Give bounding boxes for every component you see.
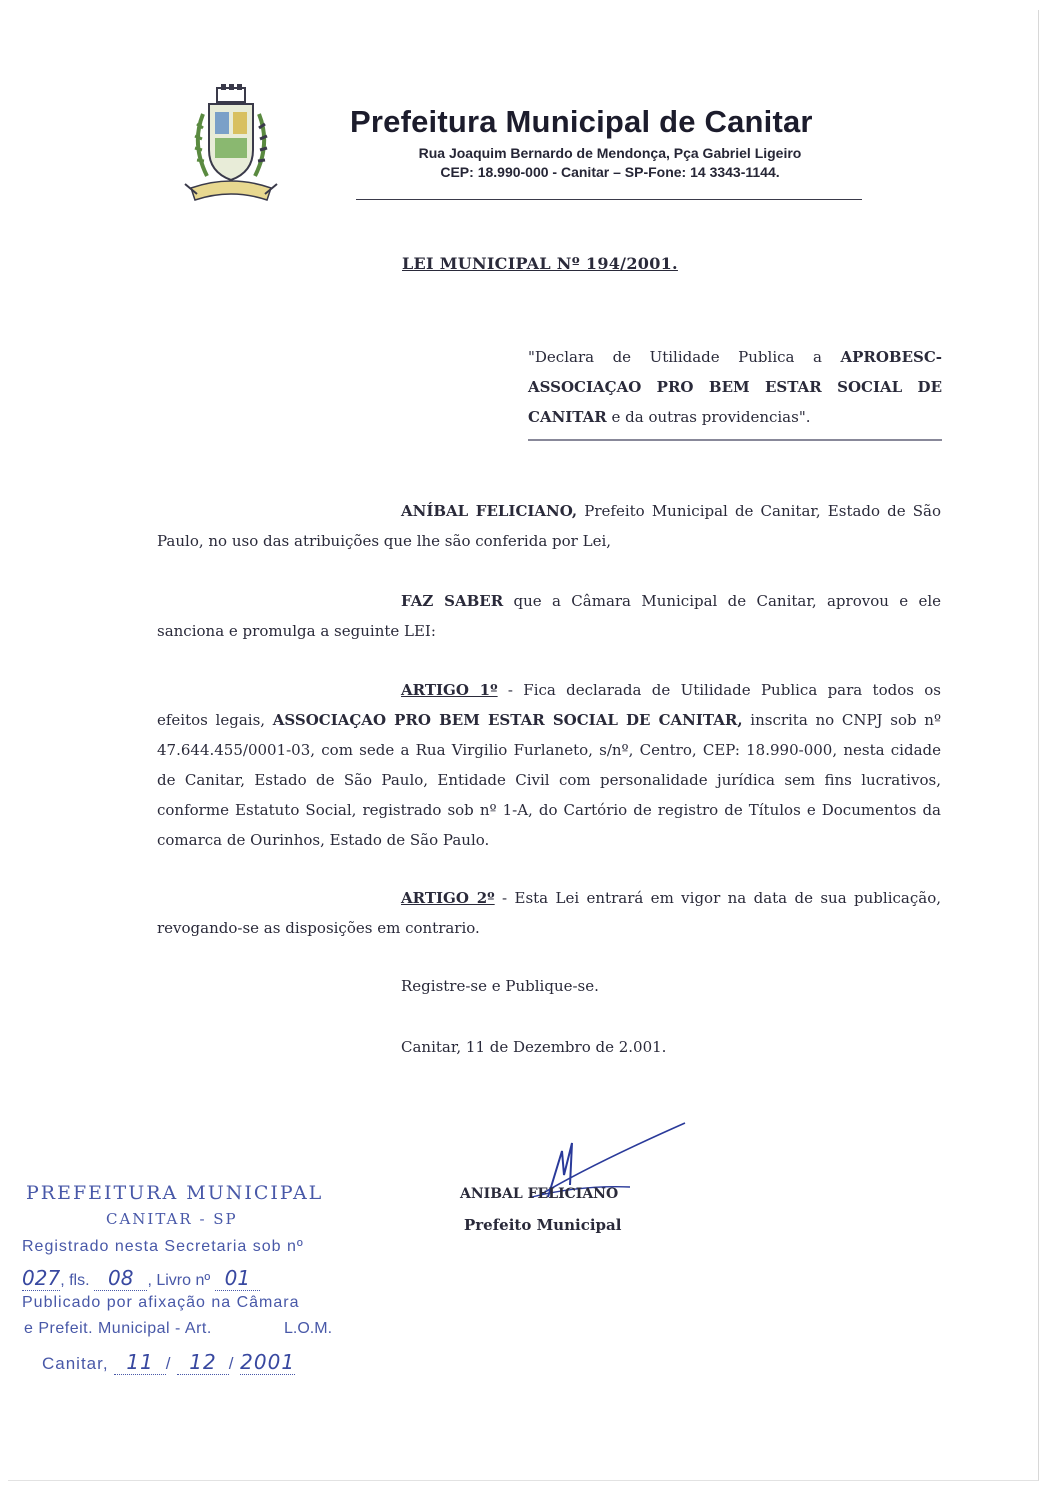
stamp-day: 11 [114,1350,165,1375]
artigo-1-text-1: - Fica declarada de Utilidade Publica para todos os efeitos legais, [157,681,941,729]
stamp-date-line: Canitar, 11 / 12 / 2001 [42,1350,296,1374]
stamp-prefeit: e Prefeit. Municipal - Art. [24,1320,212,1337]
header-divider [356,199,862,200]
faz-saber-label: FAZ SABER [401,592,504,610]
stamp-published: Publicado por afixação na Câmara [22,1294,300,1311]
ementa-divider [528,439,942,441]
stamp-year: 2001 [240,1350,296,1374]
date-line: Canitar, 11 de Dezembro de 2.001. [401,1038,667,1056]
signature-name: ANIBAL FELICIANO [460,1186,619,1202]
stamp-livro-label: , Livro nº [147,1272,211,1289]
artigo-2-label: ARTIGO 2º [401,889,495,907]
stamp-title: PREFEITURA MUNICIPAL [26,1182,324,1204]
header-address: Rua Joaquim Bernardo de Mendonça, Pça Gabriel Ligeiro [418,145,802,161]
law-title: LEI MUNICIPAL Nº 194/2001. [402,254,678,273]
ementa-text-1: "Declara de Utilidade Publica a [528,348,841,366]
artigo-1-paragraph [157,675,941,855]
stamp-fls-label: , fls. [60,1272,90,1289]
stamp-canitar-label: Canitar, [42,1354,109,1373]
artigo-1-text-2: inscrita no CNPJ sob nº 47.644.455/0001-03, com sede a Rua Virgilio Furlaneto, s/nº, Centro, CEP: 18.990-000, nesta cidade de Canitar, Estado de São Paulo, Entidade Civil com personalidade jurídica sem fins lucrativos, conforme Estatuto Social, registrado sob nº 1-A, do Cartório de registro de Títulos e Documentos da comarca de Ourinhos, Estado de São Paulo. [157,711,941,849]
artigo-1-label: ARTIGO 1º [401,681,498,699]
ementa-text-2: e da outras providencias". [606,408,811,426]
stamp-city: CANITAR - SP [106,1210,238,1228]
faz-saber-text: que a Câmara Municipal de Canitar, aprovou e ele sanciona e promulga a seguinte LEI: [157,592,941,640]
ementa-entity: APROBESC-ASSOCIAÇAO PRO BEM ESTAR SOCIAL DE CANITAR [528,348,942,426]
stamp-reg-number: 027 [22,1266,61,1290]
preamble-paragraph [157,496,941,556]
coat-of-arms-icon [183,84,279,208]
signature-role: Prefeito Municipal [464,1216,622,1234]
stamp-lom: L.O.M. [284,1320,333,1337]
header-cep-phone: CEP: 18.990-000 - Canitar – SP-Fone: 14 3343-1144. [440,164,780,180]
stamp-month: 12 [177,1350,228,1375]
stamp-registered: Registrado nesta Secretaria sob nº [22,1238,304,1255]
faz-saber-paragraph [157,586,941,646]
artigo-2-paragraph [157,883,941,943]
ementa [528,342,942,432]
header-title: Prefeitura Municipal de Canitar [350,104,813,139]
stamp-livro-number: 01 [215,1266,260,1291]
stamp-reg-line [22,1266,260,1290]
stamp-fls-number: 08 [94,1266,147,1291]
artigo-2-text: - Esta Lei entrará em vigor na data de sua publicação, revogando-se as disposições em contrario. [157,889,941,937]
artigo-1-entity: ASSOCIAÇAO PRO BEM ESTAR SOCIAL DE CANITAR, [272,711,743,729]
preamble-text: Prefeito Municipal de Canitar, Estado de São Paulo, no uso das atribuições que lhe são conferida por Lei, [157,502,942,550]
registration-stamp [22,1180,362,1385]
mayor-name: ANÍBAL FELICIANO, [401,502,578,520]
registre-line: Registre-se e Publique-se. [401,977,599,995]
